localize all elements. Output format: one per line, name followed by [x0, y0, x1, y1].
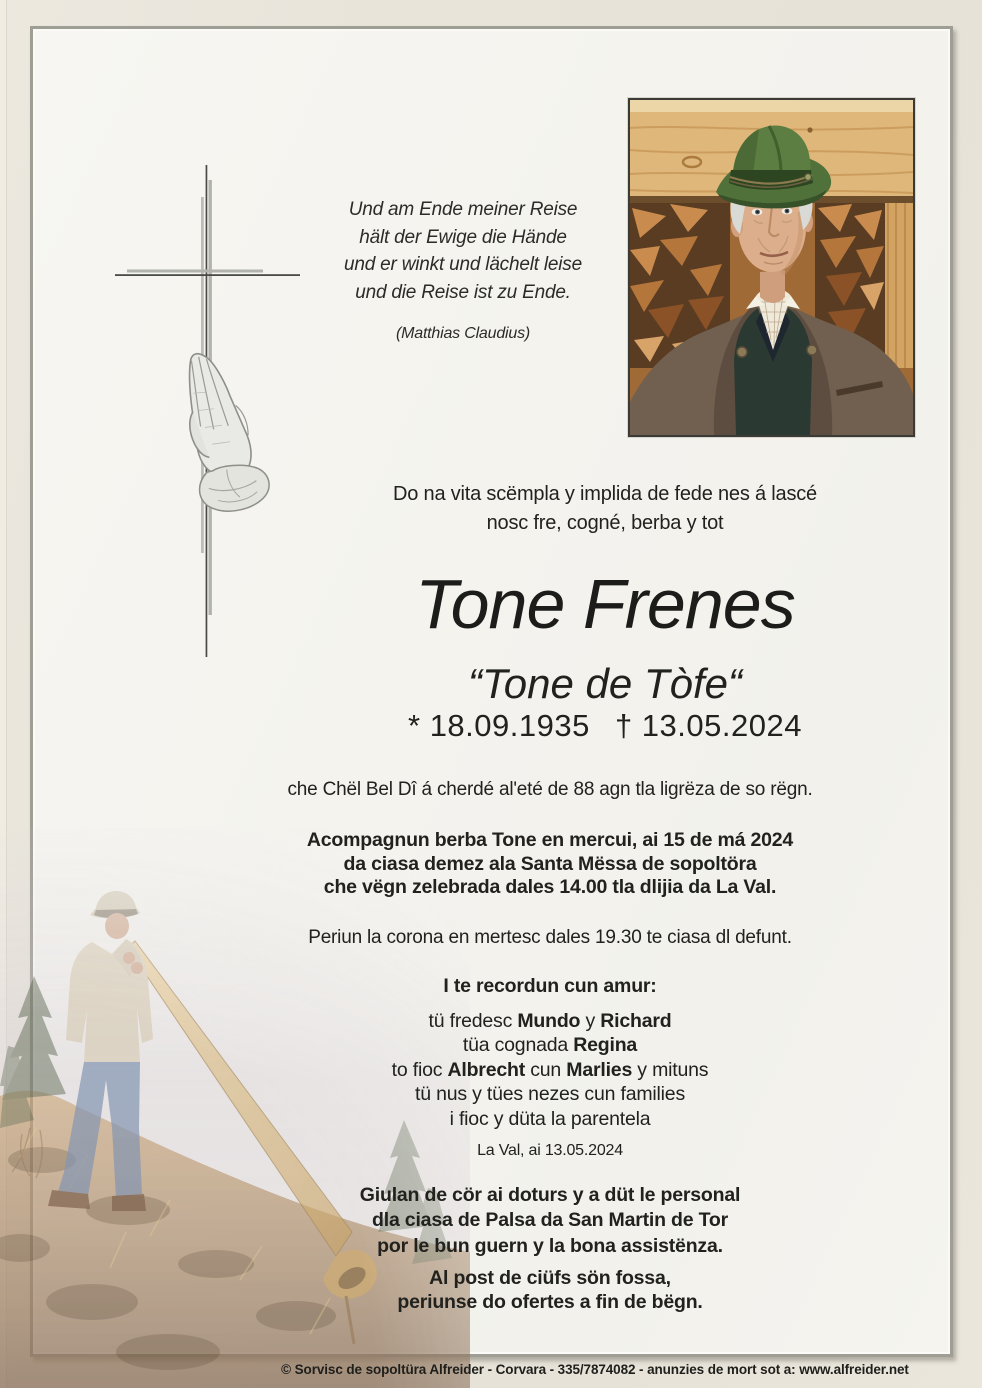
deceased-name: Tone Frenes [415, 565, 795, 643]
family-relation-text: tü nus y tües nezes cun families [415, 1083, 685, 1106]
poem-attribution: (Matthias Claudius) [395, 325, 531, 342]
deceased-nickname: “Tone de Tòfe“ [468, 660, 742, 707]
remember-heading: I te recordun cun amur: [443, 975, 657, 997]
place-dateline: La Val, ai 13.05.2024 [477, 1142, 623, 1159]
thanks-line: por le bun guern y la bona assistënza. [377, 1234, 723, 1257]
intro-line-1: Do na vita scëmpla y implida de fede nes á lascé [393, 483, 817, 505]
poem-lines [283, 196, 643, 306]
poem-line: hält der Ewige die Hände [359, 226, 567, 248]
funeral-line: Acompagnun berba Tone en mercui, ai 15 de má 2024 [306, 829, 794, 851]
family-member-name: Albrecht [447, 1058, 525, 1081]
family-line [190, 1058, 910, 1082]
flowers-line: Al post de ciüfs sön fossa, [429, 1267, 671, 1289]
family-relation-text: i fioc y düta la parentela [449, 1107, 651, 1130]
family-member-name: Richard [600, 1010, 672, 1032]
family-line [190, 1082, 910, 1106]
poem-line: und die Reise ist zu Ende. [355, 281, 571, 303]
family-member-name: Mundo [517, 1010, 581, 1032]
flowers-request [190, 1266, 910, 1314]
birth-death-dates: * 18.09.1935 † 13.05.2024 [408, 708, 802, 743]
family-list [190, 1009, 910, 1131]
intro-line-2: nosc fre, cogné, berba y tot [486, 512, 724, 534]
family-member-name: Regina [573, 1034, 638, 1057]
family-line [190, 1107, 910, 1131]
family-line [190, 1009, 910, 1033]
family-relation-text: y [580, 1010, 601, 1032]
poem-line: und er winkt und lächelt leise [344, 254, 582, 275]
thanks-line: dla ciasa de Palsa da San Martin de Tor [372, 1209, 728, 1232]
called-line: che Chël Bel Dî á cherdé al'eté de 88 agn tla ligrëza de so rëgn. [287, 779, 813, 800]
funeral-line: da ciasa demez ala Santa Mëssa de sopoltöra [343, 852, 757, 875]
family-relation-text: cun [525, 1058, 567, 1081]
poem-line: Und am Ende meiner Reise [348, 199, 578, 220]
rosary-line: Periun la corona en mertesc dales 19.30 te ciasa dl defunt. [308, 927, 792, 948]
funeral-announcement [190, 829, 910, 900]
funeral-line: che vëgn zelebrada dales 14.00 tla dlijia da La Val. [323, 876, 777, 898]
portrait-photo [628, 98, 915, 437]
funeral-service-footer: © Sorvisc de sopoltüra Alfreider - Corvara - 335/7874082 - anunzies de mort sot a: www.alfreider.net [281, 1362, 909, 1377]
family-line [190, 1033, 910, 1057]
family-member-name: Marlies [566, 1058, 633, 1081]
thanks-line: Giulan de cör ai doturs y a düt le personal [359, 1184, 741, 1206]
family-relation-text: tü fredesc [428, 1010, 518, 1032]
flowers-line: periunse do ofertes a fin de bëgn. [397, 1291, 703, 1313]
poem [283, 196, 643, 348]
family-relation-text: tüa cognada [462, 1034, 574, 1057]
family-relation-text: y mituns [632, 1058, 709, 1081]
intro-text [245, 480, 965, 538]
family-relation-text: to fioc [391, 1058, 448, 1081]
thanks-text [190, 1183, 910, 1259]
